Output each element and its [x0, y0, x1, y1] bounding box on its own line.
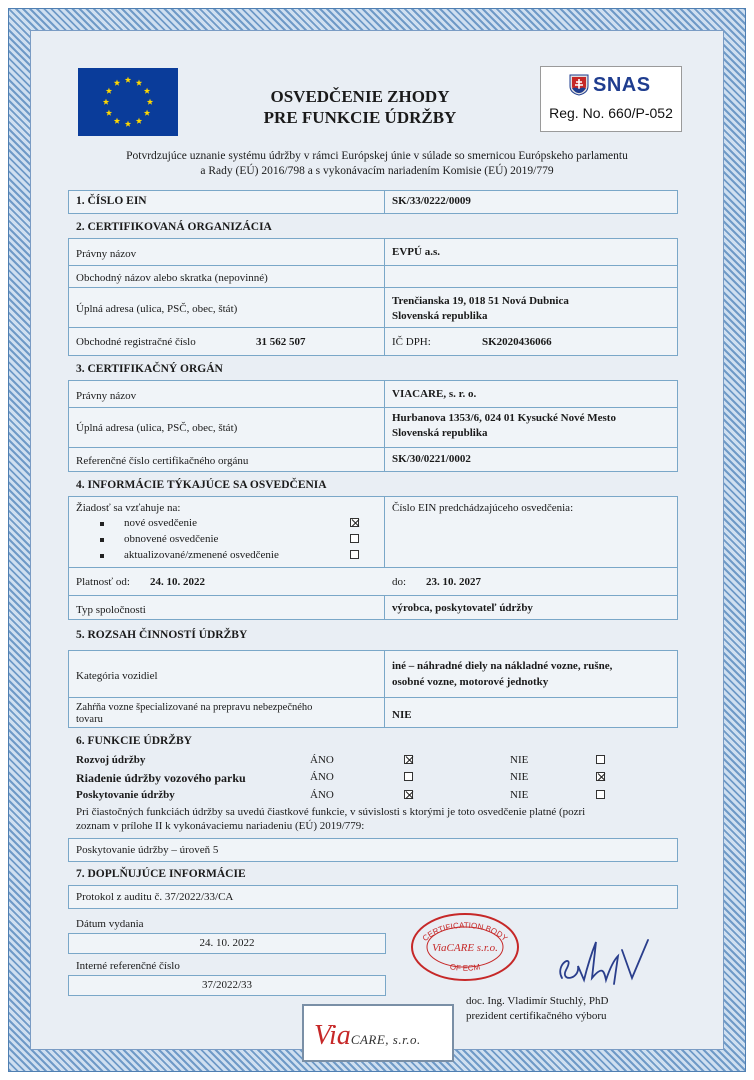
- cb-address-line-1: Hurbanova 1353/6, 024 01 Kysucké Nové Mesto: [392, 412, 616, 424]
- function-2-name: Riadenie údržby vozového parku: [76, 771, 246, 785]
- signatory-name: doc. Ing. Vladimír Stuchlý, PhD: [466, 995, 609, 1007]
- issue-date-label: Dátum vydania: [76, 918, 144, 930]
- request-label: Žiadosť sa vzťahuje na:: [76, 502, 181, 514]
- svg-text:OF ECM: [449, 962, 481, 973]
- snas-accreditation-box: [540, 66, 682, 132]
- reg-no-label: Obchodné registračné číslo: [76, 336, 196, 348]
- address-label: Úplná adresa (ulica, PSČ, obec, štát): [76, 303, 238, 315]
- divider: [384, 596, 385, 620]
- partial-note-line-1: Pri čiastočných funkciách údržby sa uvedú čiastkové funkcie, v súvislosti s ktorými je toto osvedčenie platné (pozri: [76, 806, 586, 818]
- option-new-label: nové osvedčenie: [124, 517, 197, 529]
- internal-ref-value: 37/2022/33: [201, 979, 253, 991]
- function-2-yes-checkbox[interactable]: [404, 772, 413, 781]
- certificate-title: [200, 86, 520, 128]
- row-divider: [68, 380, 678, 408]
- cb-address-label: Úplná adresa (ulica, PSČ, obec, štát): [76, 422, 238, 434]
- bullet: [100, 522, 104, 526]
- snas-wordmark: SNAS: [593, 73, 651, 96]
- cb-ref-label: Referenčné číslo certifikačného orgánu: [76, 455, 249, 467]
- cb-address-line-2: Slovenská republika: [392, 427, 488, 439]
- eu-flag-logo: [78, 68, 178, 136]
- section-2-heading: 2. CERTIFIKOVANÁ ORGANIZÁCIA: [76, 221, 272, 233]
- function-1-yes-checkbox[interactable]: [404, 755, 413, 764]
- cb-legal-name-label: Právny názov: [76, 390, 137, 402]
- hazard-value: NIE: [392, 709, 412, 721]
- function-2-yes-label: ÁNO: [310, 771, 334, 783]
- slovak-shield-icon: [569, 74, 589, 96]
- partial-functions-value: Poskytovanie údržby – úroveň 5: [76, 844, 219, 856]
- section-7-heading: 7. DOPLŇUJÚCE INFORMÁCIE: [76, 868, 246, 880]
- function-1-no-label: NIE: [510, 754, 529, 766]
- address-line-2: Slovenská republika: [392, 310, 488, 322]
- stamp-line-2: ViaCARE s.r.o.: [432, 942, 498, 954]
- stamp-line-1: CERTIFICATION BODY: [420, 920, 510, 943]
- function-3-yes-checkbox[interactable]: [404, 790, 413, 799]
- intro-line-1: Potvrdzujúce uznanie systému údržby v rámci Európskej únie v súlade so smernicou Európskeho parlamentu: [126, 150, 628, 162]
- validity-from-label: Platnosť od:: [76, 576, 130, 588]
- cb-ref-value: SK/30/0221/0002: [392, 453, 471, 465]
- divider: [384, 238, 385, 356]
- section-6-heading: 6. FUNKCIE ÚDRŽBY: [76, 735, 192, 747]
- function-2-no-checkbox[interactable]: [596, 772, 605, 781]
- option-new-checkbox[interactable]: [350, 518, 359, 527]
- legal-name-label: Právny názov: [76, 248, 137, 260]
- viacare-logo: [314, 1020, 421, 1052]
- validity-from-value: 24. 10. 2022: [150, 576, 205, 588]
- registration-number: Reg. No. 660/P-052: [549, 105, 673, 121]
- section-4-heading: 4. INFORMÁCIE TÝKAJÚCE SA OSVEDČENIA: [76, 479, 327, 491]
- section-5-heading: 5. ROZSAH ČINNOSTÍ ÚDRŽBY: [76, 629, 248, 641]
- divider: [384, 380, 385, 472]
- function-3-no-label: NIE: [510, 789, 529, 801]
- viacare-logo-box: [302, 1004, 454, 1062]
- company-type-label: Typ spoločnosti: [76, 604, 146, 616]
- hazard-label-line-1: Zahŕňa vozne špecializované na prepravu nebezpečného: [76, 702, 313, 713]
- function-1-yes-label: ÁNO: [310, 754, 334, 766]
- section-1-heading: 1. ČÍSLO EIN: [76, 195, 147, 207]
- ein-value: SK/33/0222/0009: [392, 195, 471, 207]
- section-3-heading: 3. CERTIFIKAČNÝ ORGÁN: [76, 363, 223, 375]
- function-3-name: Poskytovanie údržby: [76, 789, 175, 801]
- option-updated-label: aktualizované/zmenené osvedčenie: [124, 549, 279, 561]
- vehicle-cat-line-2: osobné vozne, motorové jednotky: [392, 676, 549, 688]
- divider: [384, 190, 385, 214]
- address-line-1: Trenčianska 19, 018 51 Nová Dubnica: [392, 295, 569, 307]
- snas-logo: [569, 73, 651, 97]
- trade-name-label: Obchodný názov alebo skratka (nepovinné): [76, 272, 268, 284]
- intro-statement: [70, 149, 684, 179]
- ein-row: [68, 190, 678, 214]
- prev-ein-label: Číslo EIN predchádzajúceho osvedčenia:: [392, 502, 574, 514]
- function-2-no-label: NIE: [510, 771, 529, 783]
- divider: [384, 496, 385, 568]
- protocol-value: Protokol z auditu č. 37/2022/33/CA: [76, 891, 234, 903]
- cb-legal-name-value: VIACARE, s. r. o.: [392, 388, 477, 400]
- bullet: [100, 538, 104, 542]
- row-divider: [68, 238, 678, 266]
- reg-no-value: 31 562 507: [256, 336, 306, 348]
- svg-text:CERTIFICATION BODY: [421, 921, 510, 944]
- divider: [384, 650, 385, 728]
- bullet: [100, 554, 104, 558]
- function-3-no-checkbox[interactable]: [596, 790, 605, 799]
- function-1-name: Rozvoj údržby: [76, 754, 146, 766]
- vat-label: IČ DPH:: [392, 336, 431, 348]
- company-type-value: výrobca, poskytovateľ údržby: [392, 602, 533, 614]
- stamp-line-3: OF ECM: [449, 962, 481, 973]
- function-1-no-checkbox[interactable]: [596, 755, 605, 764]
- signatory-role: prezident certifikačného výboru: [466, 1010, 607, 1022]
- viacare-logo-via: Via: [314, 1020, 351, 1051]
- vehicle-cat-label: Kategória vozidiel: [76, 670, 158, 682]
- handwritten-signature: [548, 930, 658, 990]
- function-3-yes-label: ÁNO: [310, 789, 334, 801]
- legal-name-value: EVPÚ a.s.: [392, 246, 440, 258]
- vehicle-cat-line-1: iné – náhradné diely na nákladné vozne, rušne,: [392, 660, 613, 672]
- row-divider: [68, 650, 678, 698]
- title-line-2: PRE FUNKCIE ÚDRŽBY: [263, 108, 457, 127]
- title-line-1: OSVEDČENIE ZHODY: [270, 87, 450, 106]
- internal-ref-label: Interné referenčné číslo: [76, 960, 180, 972]
- option-renewed-checkbox[interactable]: [350, 534, 359, 543]
- validity-to-label: do:: [392, 576, 407, 588]
- issue-date-value: 24. 10. 2022: [199, 937, 255, 949]
- viacare-logo-care: CARE, s.r.o.: [350, 1032, 421, 1047]
- option-updated-checkbox[interactable]: [350, 550, 359, 559]
- vat-value: SK2020436066: [482, 336, 552, 348]
- hazard-label-line-2: tovaru: [76, 714, 103, 725]
- signature-handwriting: Stuchlý: [548, 930, 552, 931]
- option-renewed-label: obnovené osvedčenie: [124, 533, 219, 545]
- partial-note-line-2: zoznam v prílohe II k vykonávaciemu nariadeniu (EÚ) 2019/779:: [76, 820, 365, 832]
- certification-stamp: [410, 912, 520, 982]
- validity-to-value: 23. 10. 2027: [426, 576, 481, 588]
- intro-line-2: a Rady (EÚ) 2016/798 a s vykonávacím nariadením Komisie (EÚ) 2019/779: [200, 165, 554, 177]
